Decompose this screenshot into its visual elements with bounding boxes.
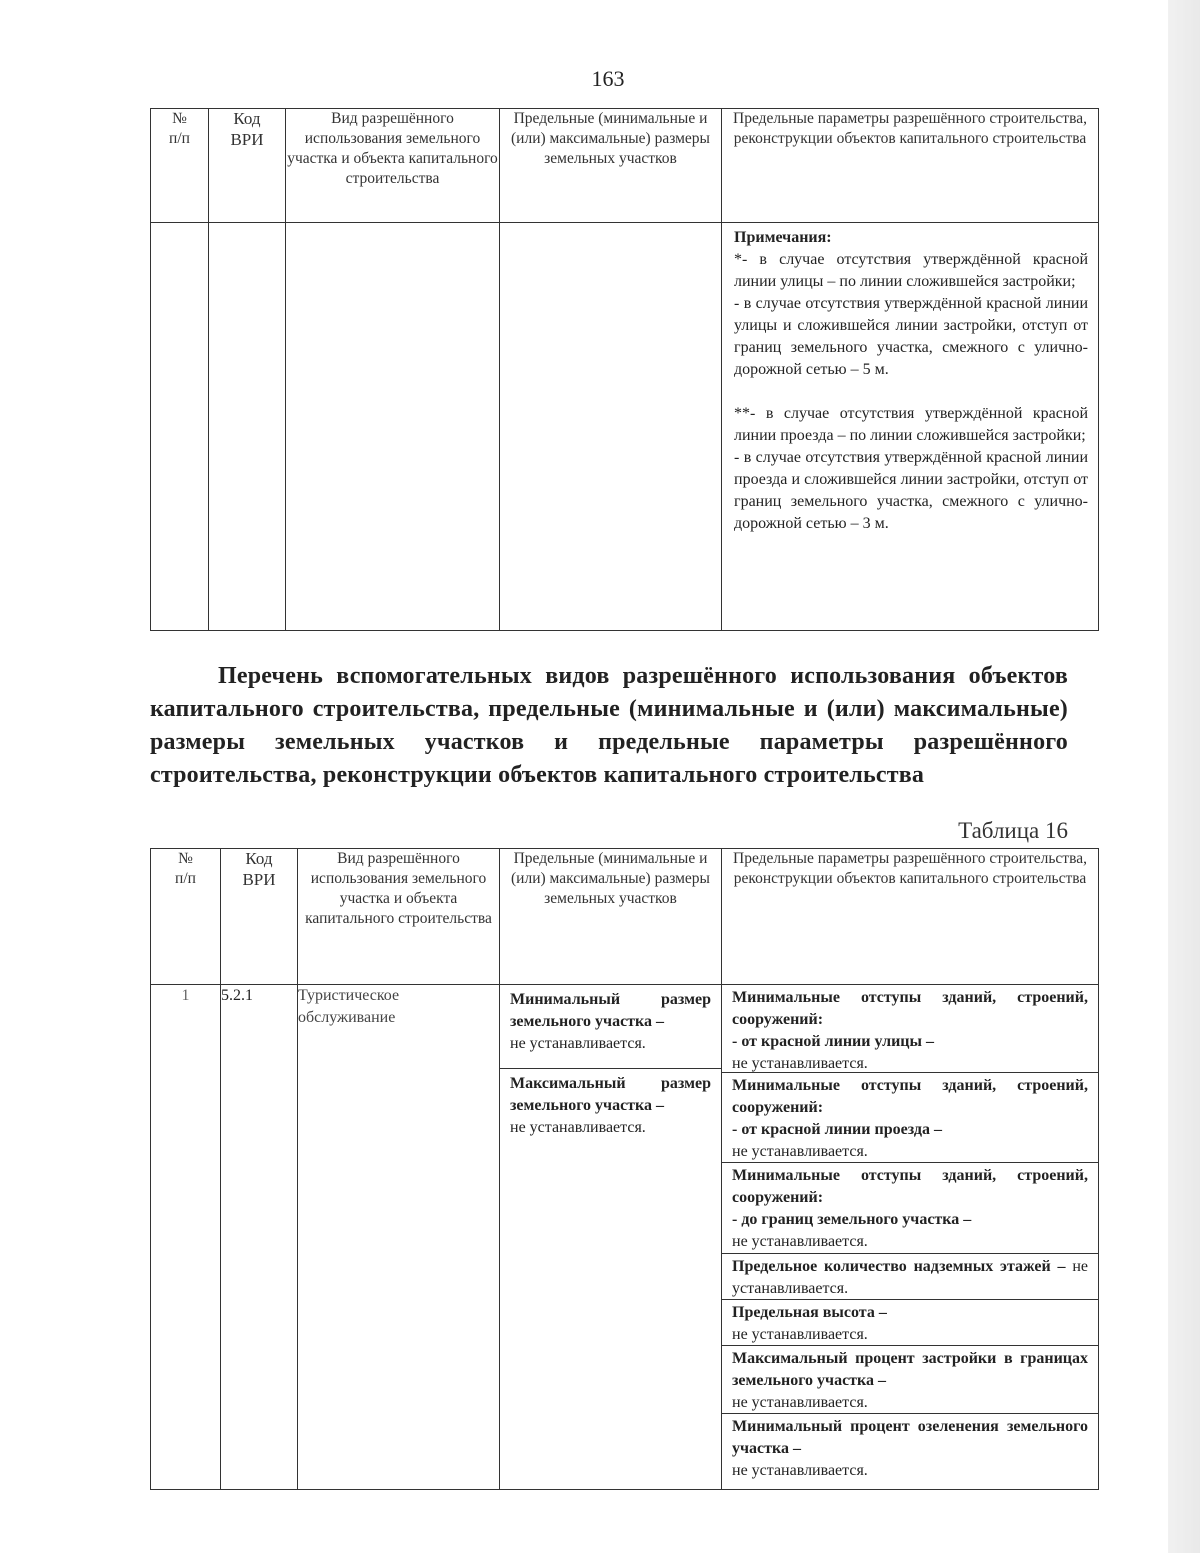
param-max-floors: Предельное количество надземных этажей – не устанавливается. bbox=[722, 1254, 1098, 1300]
empty-cell bbox=[209, 223, 286, 631]
min-size-block bbox=[500, 985, 721, 1069]
section-heading: Перечень вспомогательных видов разрешённого использования объектов капитального строительства, предельные (минимальные и (или) максимальные) размеры земельных участков и предельные параметры разрешённого строительства, реконструкции объектов капитального строительства bbox=[150, 663, 1068, 788]
row-num: 1 bbox=[151, 985, 221, 1490]
notes-title: Примечания: bbox=[734, 229, 832, 246]
header-params: Предельные параметры разрешённого строительства, реконструкции объектов капитального строительства bbox=[722, 849, 1099, 985]
table-continued bbox=[150, 108, 1099, 631]
param-setback-passage: Минимальные отступы зданий, строений, сооружений: - от красной линии проезда – не устанавливается. bbox=[722, 1073, 1098, 1163]
max-size-value: не устанавливается. bbox=[510, 1119, 646, 1136]
param-setback-street: Минимальные отступы зданий, строений, сооружений: - от красной линии улицы – не устанавливается. bbox=[722, 985, 1098, 1073]
min-size-label: Минимальный размер земельного участка – bbox=[510, 991, 711, 1030]
table-16 bbox=[150, 848, 1099, 1490]
note-item: **- в случае отсутствия утверждённой красной линии проезда – по линии сложившейся застройки; bbox=[734, 405, 1088, 444]
header-type: Вид разрешённого использования земельного участка и объекта капитального строительства bbox=[286, 109, 500, 223]
row-code: 5.2.1 bbox=[221, 985, 298, 1490]
empty-cell bbox=[286, 223, 500, 631]
header-type: Вид разрешённого использования земельного участка и объекта капитального строительства bbox=[298, 849, 500, 985]
header-code: Код ВРИ bbox=[221, 849, 298, 985]
param-setback-boundary: Минимальные отступы зданий, строений, сооружений: - до границ земельного участка – не устанавливается. bbox=[722, 1163, 1098, 1254]
note-item: - в случае отсутствия утверждённой красной линии улицы и сложившейся линии застройки, отступ от границ земельного участка, смежного с улично-дорожной сетью – 5 м. bbox=[734, 295, 1088, 378]
param-max-height: Предельная высота – не устанавливается. bbox=[722, 1300, 1098, 1346]
min-size-value: не устанавливается. bbox=[510, 1035, 646, 1052]
header-code: Код ВРИ bbox=[209, 109, 286, 223]
note-gap bbox=[734, 381, 1088, 403]
note-item: - в случае отсутствия утверждённой красной линии проезда и сложившейся линии застройки, отступ от границ земельного участка, смежного с улично-дорожной сетью – 3 м. bbox=[734, 449, 1088, 532]
header-num: № п/п bbox=[151, 849, 221, 985]
params-cell bbox=[722, 985, 1099, 1490]
header-params: Предельные параметры разрешённого строительства, реконструкции объектов капитального строительства bbox=[722, 109, 1099, 223]
notes-cell bbox=[722, 223, 1099, 631]
sizes-cell bbox=[500, 985, 722, 1490]
param-max-coverage: Максимальный процент застройки в границах земельного участка – не устанавливается. bbox=[722, 1346, 1098, 1414]
page-number: 163 bbox=[591, 66, 625, 91]
param-min-greening: Минимальный процент озеленения земельного участка – не устанавливается. bbox=[732, 1418, 1088, 1479]
table-caption: Таблица 16 bbox=[958, 818, 1068, 843]
note-item: *- в случае отсутствия утверждённой красной линии улицы – по линии сложившейся застройки; bbox=[734, 251, 1088, 290]
empty-cell bbox=[151, 223, 209, 631]
header-sizes: Предельные (минимальные и (или) максимальные) размеры земельных участков bbox=[500, 109, 722, 223]
header-sizes: Предельные (минимальные и (или) максимальные) размеры земельных участков bbox=[500, 849, 722, 985]
scan-edge-strip bbox=[1168, 0, 1200, 1553]
max-size-label: Максимальный размер земельного участка – bbox=[510, 1075, 711, 1114]
max-size-block bbox=[500, 1069, 721, 1141]
row-type: Туристическое обслуживание bbox=[298, 985, 500, 1490]
empty-cell bbox=[500, 223, 722, 631]
header-num: № п/п bbox=[151, 109, 209, 223]
